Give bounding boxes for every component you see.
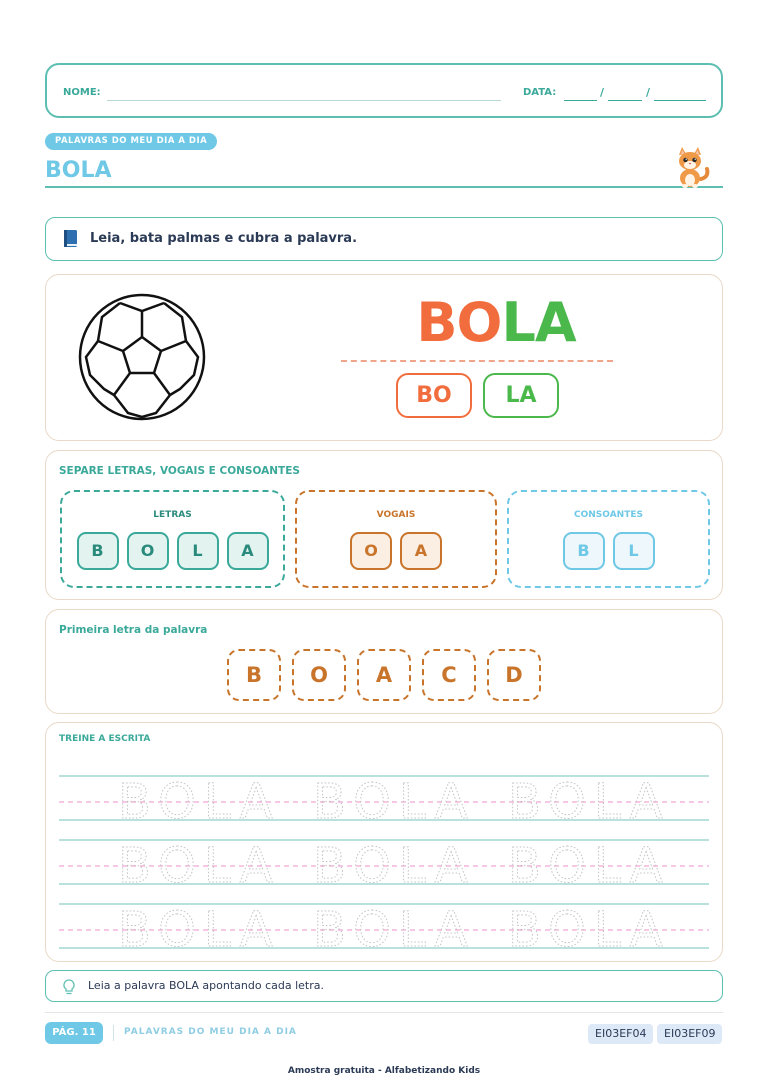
date-separator: / [646,86,651,99]
footer-separator [113,1025,114,1041]
bncc-code: EI03EF04 [588,1024,653,1044]
vowels-title: VOGAIS [376,510,416,520]
letter-tile: O [127,532,169,570]
writing-title: TREINE A ESCRITA [59,734,151,744]
trace-word[interactable]: BOLA [313,838,476,894]
tip-text: Leia a palavra BOLA apontando cada letra. [88,979,325,992]
trace-word[interactable]: BOLA [313,902,476,958]
consonant-tile: L [613,532,655,570]
word-part-orange: BO [416,291,502,354]
word-part-green: LA [501,291,576,354]
bncc-code: EI03EF09 [657,1024,722,1044]
page-title: BOLA [45,158,112,183]
vowel-tile: O [350,532,392,570]
letters-title: LETRAS [153,510,192,520]
syllable-tile: LA [483,373,559,418]
date-year-field[interactable] [654,100,706,101]
date-day-field[interactable] [564,100,597,101]
trace-word[interactable]: BOLA [118,774,281,830]
letter-option[interactable]: A [357,649,411,701]
letter-tile: L [177,532,219,570]
first-letter-title: Primeira letra da palavra [59,624,208,636]
vowels-group [295,490,497,588]
separation-title: SEPARE LETRAS, VOGAIS E CONSOANTES [59,465,300,477]
trace-word[interactable]: BOLA [508,838,671,894]
date-label: DATA: [523,87,557,98]
trace-word[interactable]: BOLA [508,902,671,958]
tip-box [45,970,723,1002]
footer-category: PALAVRAS DO MEU DIA A DIA [124,1027,297,1037]
writing-card [45,722,723,962]
cat-icon [670,145,710,189]
writing-lines [46,723,722,961]
title-divider [45,186,723,188]
page-number: PÁG. 11 [45,1022,103,1044]
trace-word[interactable]: BOLA [118,838,281,894]
name-label: NOME: [63,87,101,98]
trace-word[interactable]: BOLA [508,774,671,830]
consonants-group [507,490,710,588]
letter-tile: B [77,532,119,570]
date-month-field[interactable] [608,100,642,101]
instruction-text: Leia, bata palmas e cubra a palavra. [90,231,358,246]
instruction-box [45,217,723,261]
trace-word[interactable]: BOLA [118,902,281,958]
dashed-divider [341,360,613,362]
consonant-tile: B [563,532,605,570]
letter-option[interactable]: C [422,649,476,701]
first-letter-card [45,609,723,714]
name-field[interactable] [107,100,501,101]
syllable-tile: BO [396,373,472,418]
big-word [346,291,646,354]
consonants-title: CONSOANTES [574,510,643,520]
name-date-box [45,63,723,118]
lightbulb-icon [62,979,76,995]
trace-word[interactable]: BOLA [313,774,476,830]
footer-divider [45,1012,723,1013]
separation-card [45,450,723,600]
letter-option[interactable]: B [227,649,281,701]
date-separator: / [600,86,605,99]
letter-tile: A [227,532,269,570]
book-icon [62,229,80,248]
letter-option[interactable]: D [487,649,541,701]
soccer-ball-icon [76,291,208,423]
sample-notice: Amostra gratuita - Alfabetizando Kids [287,1066,481,1076]
letters-group [60,490,285,588]
word-card [45,274,723,441]
category-pill: PALAVRAS DO MEU DIA A DIA [45,133,217,150]
letter-option[interactable]: O [292,649,346,701]
vowel-tile: A [400,532,442,570]
